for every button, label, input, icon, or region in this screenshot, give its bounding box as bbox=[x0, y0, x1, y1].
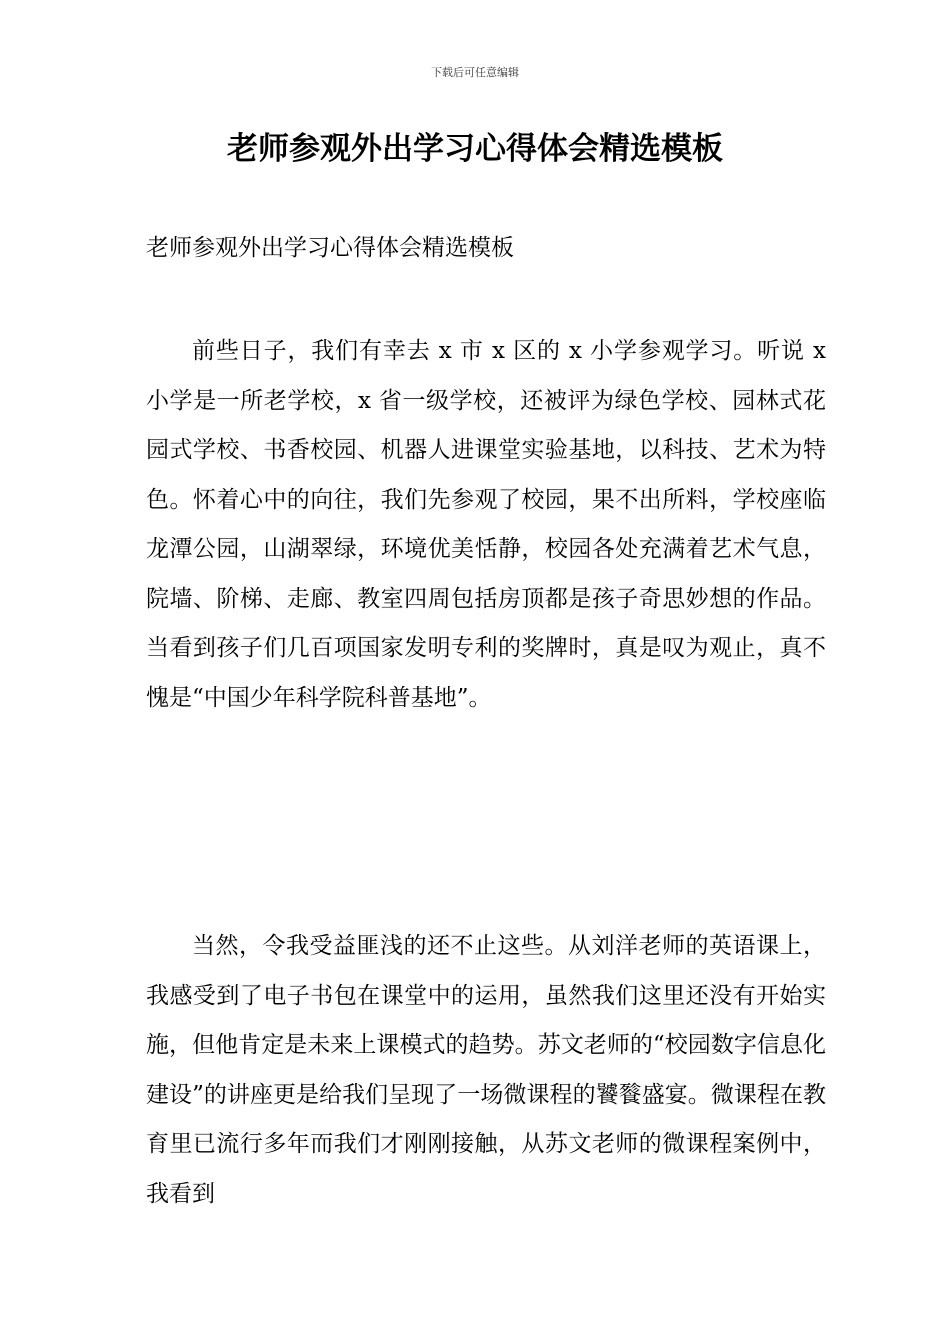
body-paragraph-1: 前些日子，我们有幸去 x 市 x 区的 x 小学参观学习。听说 x 小学是一所老学校，x 省一级学校，还被评为绿色学校、园林式花园式学校、书香校园、机器人进课堂实验基地，以科技、艺术为特色。怀着心中的向往，我们先参观了校园，果不出所料，学校座临龙潭公园，山湖翠绿，环境优美恬静，校园各处充满着艺术气息，院墙、阶梯、走廊、教室四周包括房顶都是孩子奇思妙想的作品。当看到孩子们几百项国家发明专利的奖牌时，真是叹为观止，真不愧是“中国少年科学院科普基地”。 bbox=[146, 338, 826, 711]
header-note: 下载后可任意编辑 bbox=[431, 66, 519, 79]
body-paragraph-2: 当然，令我受益匪浅的还不止这些。从刘洋老师的英语课上，我感受到了电子书包在课堂中的运用，虽然我们这里还没有开始实施，但他肯定是未来上课模式的趋势。苏文老师的“校园数字信息化建设”的讲座更是给我们呈现了一场微课程的饕餮盛宴。微课程在教育里已流行多年而我们才刚刚接触，从苏文老师的微课程案例中，我看到 bbox=[146, 933, 826, 1207]
document-subtitle: 老师参观外出学习心得体会精选模板 bbox=[146, 235, 514, 261]
document-title: 老师参观外出学习心得体会精选模板 bbox=[227, 131, 723, 167]
